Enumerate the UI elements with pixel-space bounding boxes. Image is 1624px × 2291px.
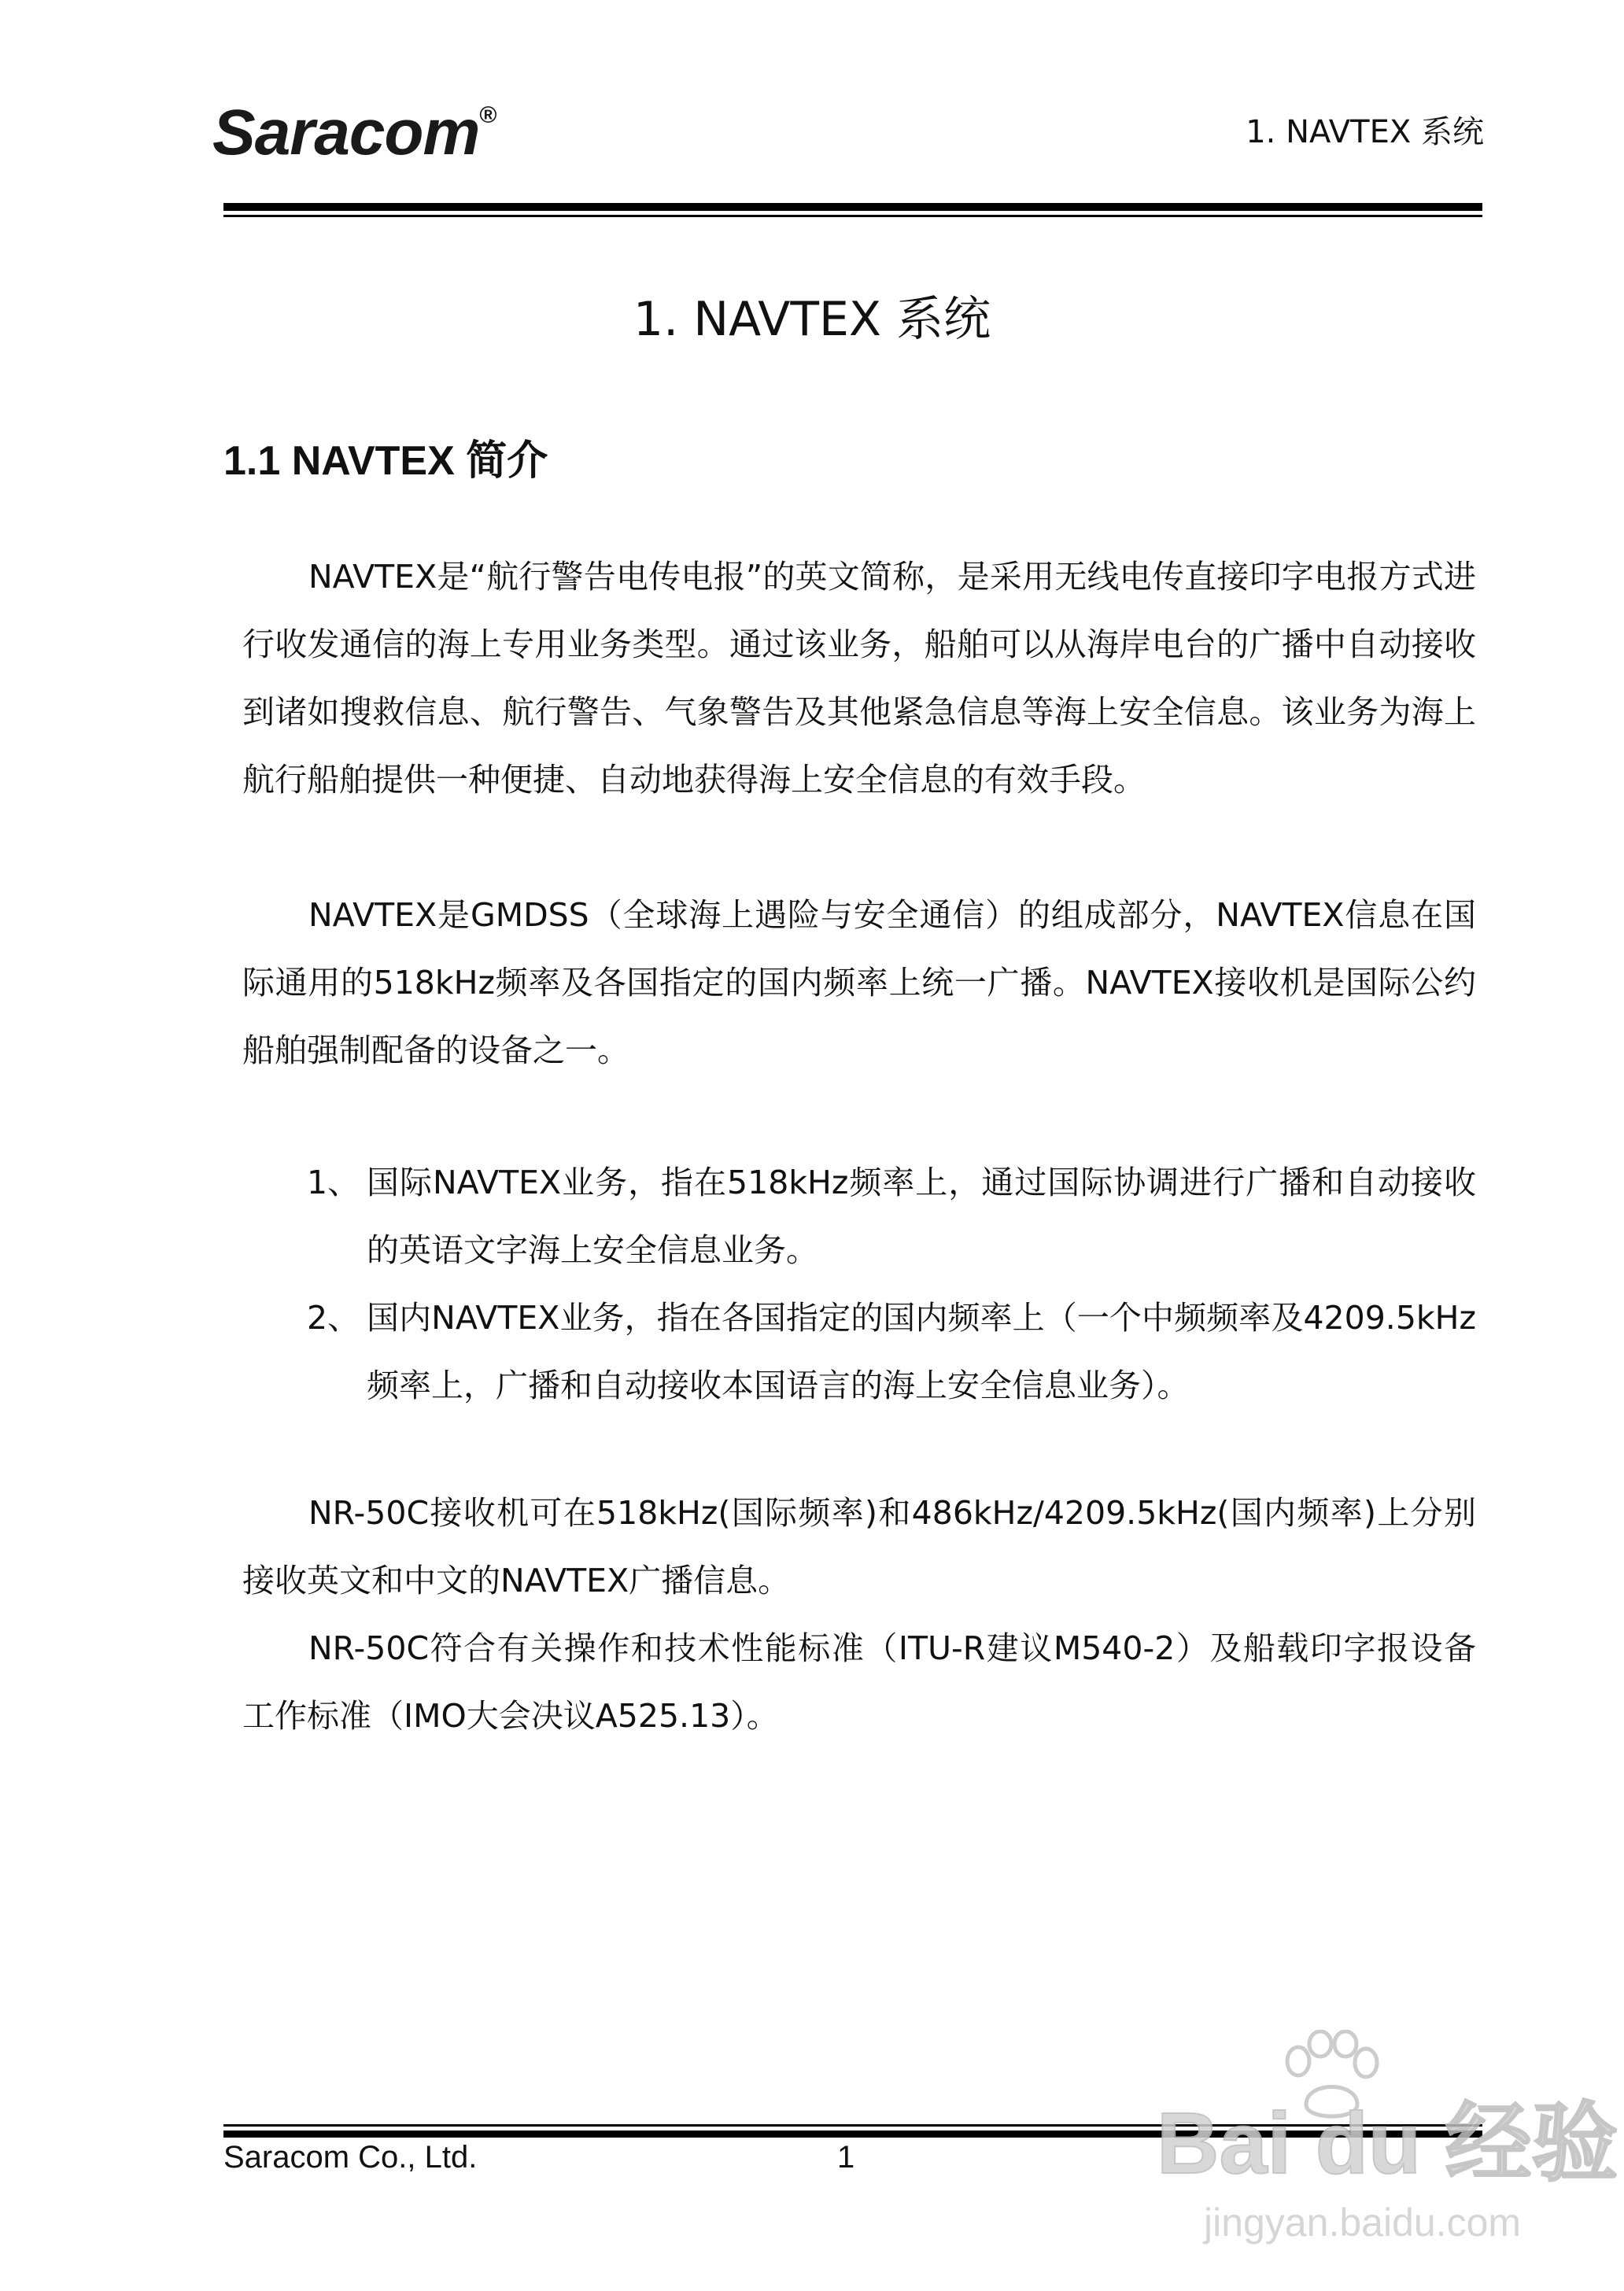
service-list <box>307 1149 1476 1419</box>
paragraph-standards: NR-50C符合有关操作和技术性能标准（ITU-R建议M540-2）及船载印字报设备工作标准（IMO大会决议A525.13）。 <box>242 1629 1476 1735</box>
watermark-url: jingyan.baidu.com <box>1204 2201 1522 2245</box>
logo-text: Saracom <box>212 97 480 168</box>
list-item <box>307 1149 1476 1284</box>
header-rule-thin <box>223 215 1482 217</box>
saracom-logo <box>212 97 496 168</box>
list-item-number: 2、 <box>307 1299 360 1337</box>
footer-company: Saracom Co., Ltd. <box>223 2140 478 2175</box>
list-item-text: 国内NAVTEX业务，指在各国指定的国内频率上（一个中频频率及4209.5kHz频率上，广播和自动接收本国语言的海上安全信息业务）。 <box>367 1299 1476 1404</box>
watermark-brand: Bai du 经验 <box>1157 2095 1618 2192</box>
header-chapter-label: 1. NAVTEX 系统 <box>1246 114 1484 150</box>
list-item-number: 1、 <box>307 1164 360 1201</box>
header-rule-thick <box>223 203 1482 211</box>
list-item <box>307 1284 1476 1419</box>
registered-mark: ® <box>479 102 496 128</box>
paragraph-frequencies: NR-50C接收机可在518kHz(国际频率)和486kHz/4209.5kHz(国内频率)上分别接收英文和中文的NAVTEX广播信息。 <box>242 1494 1476 1599</box>
baidu-watermark <box>1141 2030 1618 2266</box>
section-title: 1.1 NAVTEX 简介 <box>223 438 548 484</box>
paragraph-gmdss: NAVTEX是GMDSS（全球海上遇险与安全通信）的组成部分，NAVTEX信息在国际通用的518kHz频率及各国指定的国内频率上统一广播。NAVTEX接收机是国际公约船舶强制配备的设备之一。 <box>242 896 1476 1069</box>
paragraph-intro: NAVTEX是“航行警告电传电报”的英文简称，是采用无线电传直接印字电报方式进行收发通信的海上专用业务类型。通过该业务，船舶可以从海岸电台的广播中自动接收到诸如搜救信息、航行警告、气象警告及其他紧急信息等海上安全信息。该业务为海上航行船舶提供一种便捷、自动地获得海上安全信息的有效手段。 <box>242 558 1476 799</box>
list-item-text: 国际NAVTEX业务，指在518kHz频率上，通过国际协调进行广播和自动接收的英语文字海上安全信息业务。 <box>367 1164 1476 1269</box>
chapter-title: 1. NAVTEX 系统 <box>633 292 991 347</box>
page-number: 1 <box>837 2140 855 2175</box>
